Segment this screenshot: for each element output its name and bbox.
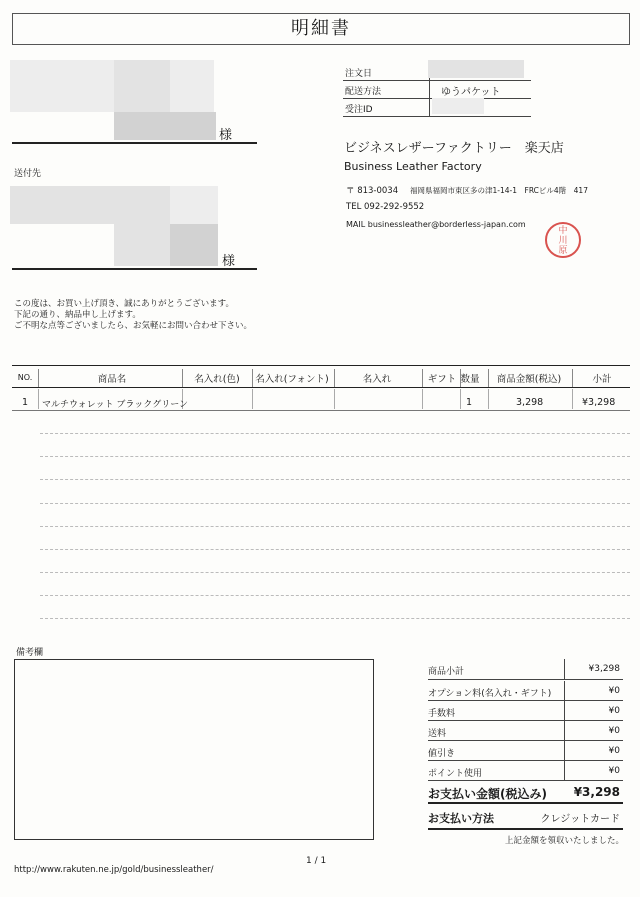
customer-name-redacted-2	[114, 60, 170, 112]
shop-mail: MAIL businessleather@borderless-japan.com	[346, 220, 526, 229]
shop-postal: 〒 813-0034	[346, 186, 399, 196]
customer-name-redacted-3	[170, 60, 214, 112]
page-number: 1 / 1	[306, 856, 327, 866]
table-row-line	[40, 456, 630, 457]
summary-label: ポイント使用	[428, 769, 483, 779]
table-column-line	[488, 369, 489, 387]
col-price: 商品金額(税込)	[496, 374, 562, 385]
summary-value: ¥0	[608, 746, 620, 756]
col-gift: ギフト	[427, 374, 457, 385]
item-row-no: 1	[22, 397, 29, 408]
payment-method-value: クレジットカード	[540, 814, 620, 825]
footer-url: http://www.rakuten.ne.jp/gold/businessleather/	[14, 865, 214, 875]
order-date-label: 注文日	[345, 69, 373, 79]
shipping-method-label: 配送方法	[345, 87, 382, 97]
thank-you-message	[14, 299, 252, 332]
customer-underline	[12, 142, 257, 144]
table-column-line	[572, 389, 573, 409]
order-id-label: 受注ID	[345, 105, 373, 115]
table-column-line	[422, 369, 423, 387]
payment-method-row	[428, 806, 623, 830]
shop-name: ビジネスレザーファクトリー 楽天店	[344, 141, 564, 156]
table-column-line	[252, 389, 253, 409]
summary-row	[428, 761, 623, 781]
col-name-text: 名入れ	[362, 374, 392, 385]
shipping-underline	[12, 268, 257, 270]
document-title: 明細書	[12, 13, 630, 45]
shipping-redacted-2	[114, 186, 170, 224]
col-name-font: 名入れ(フォント)	[255, 374, 329, 385]
col-subtotal: 小計	[592, 374, 612, 385]
col-product: 商品名	[97, 374, 127, 385]
shipping-label: 送付先	[14, 169, 42, 179]
message-line-3: ご不明な点等ございましたら、お気軽にお問い合わせ下さい。	[14, 321, 253, 331]
table-row-line	[40, 479, 630, 480]
table-row-line	[40, 549, 630, 550]
table-column-line	[252, 369, 253, 387]
col-qty: 数量	[460, 374, 480, 385]
shipping-method-row	[343, 80, 531, 99]
order-date-redacted	[428, 60, 524, 78]
shop-tel: TEL 092-292-9552	[346, 202, 425, 212]
total-value: ¥3,298	[573, 785, 620, 799]
table-column-line	[334, 369, 335, 387]
shipping-redacted-3	[170, 186, 218, 224]
total-row	[428, 782, 623, 804]
table-column-line	[460, 389, 461, 409]
item-row-product: マルチウォレット ブラックグリーン	[42, 400, 189, 410]
summary-value: ¥0	[608, 706, 620, 716]
customer-name-redacted	[10, 60, 114, 112]
item-row-subtotal: ¥3,298	[582, 397, 616, 408]
table-column-line	[572, 369, 573, 387]
summary-label: 値引き	[428, 749, 456, 759]
customer-name-redacted-4	[114, 112, 170, 140]
remarks-box	[14, 659, 374, 840]
order-id-redacted	[432, 98, 484, 114]
summary-value: ¥0	[608, 766, 620, 776]
col-name-color: 名入れ(色)	[194, 374, 240, 385]
shop-name-en: Business Leather Factory	[344, 160, 482, 173]
shipping-honorific: 様	[222, 254, 236, 269]
summary-row	[428, 721, 623, 741]
table-column-line	[182, 369, 183, 387]
table-row-line	[40, 572, 630, 573]
table-column-line	[422, 389, 423, 409]
shop-address: 福岡県福岡市東区多の津1-14-1 FRCビル4階 417	[410, 186, 588, 195]
table-row-line	[40, 595, 630, 596]
summary-row	[428, 681, 623, 701]
summary-value: ¥0	[608, 726, 620, 736]
remarks-label: 備考欄	[16, 648, 44, 658]
table-row-line	[40, 618, 630, 619]
summary-label: 商品小計	[428, 667, 465, 677]
summary-value: ¥0	[608, 686, 620, 696]
col-no: NO.	[17, 373, 33, 382]
table-column-line	[334, 389, 335, 409]
summary-row	[428, 659, 623, 680]
table-row-line	[40, 433, 630, 434]
summary-label: 手数料	[428, 709, 456, 719]
summary-label: 送料	[428, 729, 447, 739]
shipping-redacted-4	[114, 224, 170, 266]
table-column-line	[488, 389, 489, 409]
summary-row	[428, 741, 623, 761]
table-row-line	[40, 503, 630, 504]
table-column-line	[38, 369, 39, 387]
table-row-line	[12, 410, 630, 411]
received-note: 上記金額を領収いたしました。	[505, 836, 625, 846]
company-seal-stamp: 中 川 原	[545, 222, 581, 258]
message-line-2: 下記の通り、納品申し上げます。	[14, 310, 141, 320]
total-label: お支払い金額(税込み)	[428, 787, 547, 801]
item-row-qty: 1	[466, 397, 473, 408]
summary-label: オプション料(名入れ・ギフト)	[428, 689, 552, 699]
customer-honorific: 様	[219, 128, 233, 143]
summary-row	[428, 701, 623, 721]
shipping-method-value: ゆうパケット	[441, 87, 501, 98]
summary-value: ¥3,298	[588, 664, 620, 674]
customer-name-redacted-5	[170, 112, 216, 140]
shipping-redacted-5	[170, 224, 218, 266]
table-column-line	[38, 389, 39, 409]
item-row-price: 3,298	[516, 397, 544, 408]
table-column-line	[460, 369, 461, 387]
payment-method-label: お支払い方法	[428, 812, 494, 825]
message-line-1: この度は、お買い上げ頂き、誠にありがとうございます。	[14, 299, 234, 309]
table-row-line	[40, 526, 630, 527]
shipping-redacted-1	[10, 186, 114, 224]
